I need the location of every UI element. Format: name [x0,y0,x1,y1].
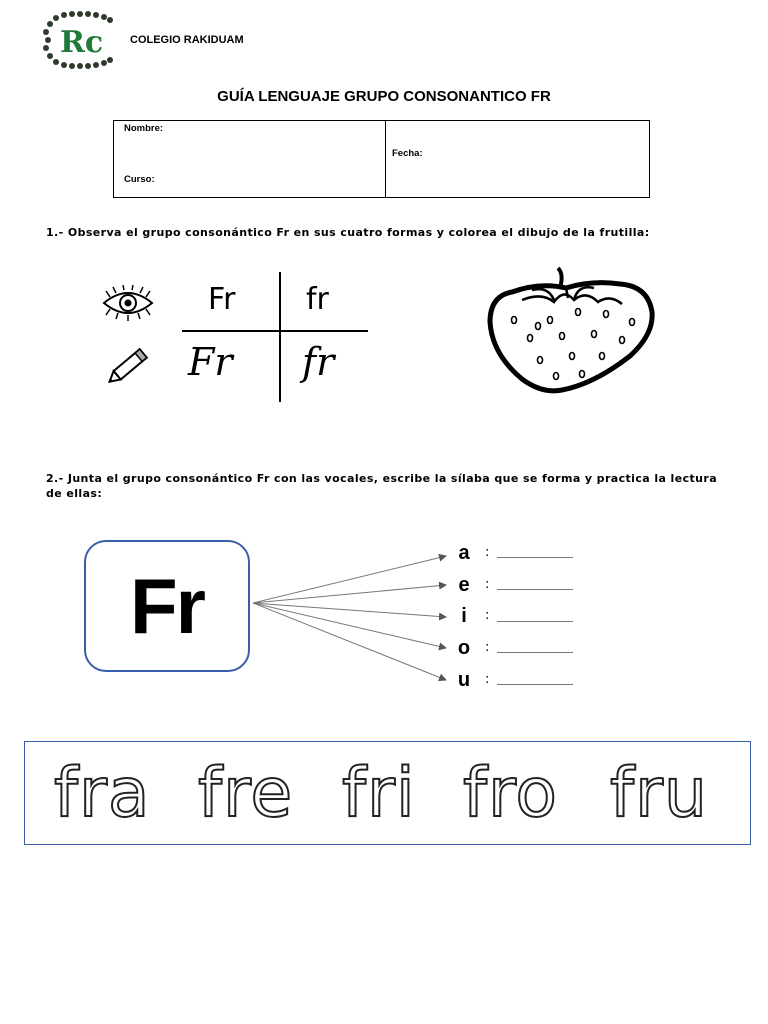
print-uppercase-fr: Fr [208,282,236,317]
grid-horizontal-line [182,330,368,332]
school-name: COLEGIO RAKIDUAM [130,34,244,46]
instruction-2: 2.- Junta el grupo consonántico Fr con las vocales, escribe la sílaba que se forma y practica la lectura de ellas: [46,472,718,500]
student-info-box [113,120,650,198]
syllable-fru: fru [610,754,708,833]
logo-letters: Rc [60,25,104,60]
answer-line-o[interactable] [497,652,573,653]
arrow-to-e [253,585,446,603]
course-label: Curso: [124,174,155,185]
grid-vertical-line [279,272,281,402]
answer-line-e[interactable] [497,589,573,590]
school-logo [40,10,114,70]
consonant-group-box [84,540,250,672]
strawberry-drawing [482,264,660,402]
date-label: Fecha: [392,148,423,159]
syllable-fro: fro [463,754,559,833]
pencil-icon [102,344,156,392]
page-title: GUÍA LENGUAJE GRUPO CONSONANTICO FR [217,88,551,105]
syllable-fri: fri [342,754,416,833]
script-lowercase-fr: fr [302,340,335,384]
colon-u: : [485,672,490,687]
vowel-a: a [458,542,470,564]
colon-o: : [485,640,490,655]
consonant-group-text: Fr [130,561,204,650]
answer-line-u[interactable] [497,684,573,685]
vowel-o: o [457,637,471,659]
name-label: Nombre: [124,123,164,134]
answer-line-a[interactable] [497,557,573,558]
colon-a: : [485,545,490,560]
colon-i: : [485,608,490,623]
eye-icon [100,285,156,325]
syllable-fra: fra [54,754,151,833]
info-divider [385,121,386,197]
vowel-i: i [461,605,467,627]
connector-arrows [250,540,460,690]
vowel-u: u [457,669,471,691]
answer-line-i[interactable] [497,621,573,622]
print-lowercase-fr: fr [306,282,329,317]
colon-e: : [485,577,490,592]
script-uppercase-fr: Fr [188,340,233,384]
arrow-to-a [253,556,446,603]
vowel-e: e [458,574,470,596]
instruction-1: 1.- Observa el grupo consonántico Fr en sus cuatro formas y colorea el dibujo de la frutilla: [46,226,650,239]
syllable-fre: fre [198,754,294,833]
